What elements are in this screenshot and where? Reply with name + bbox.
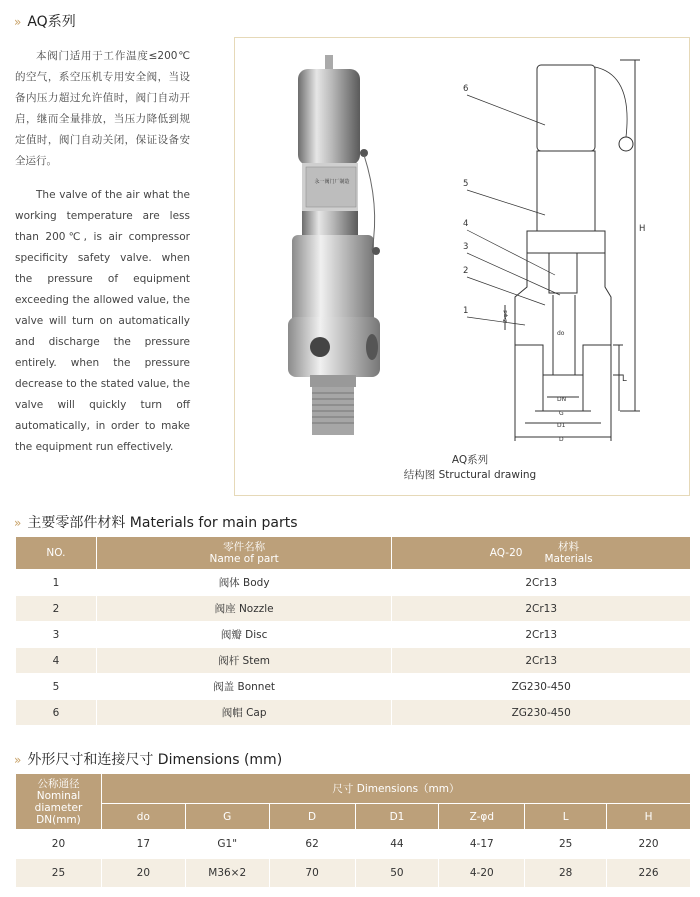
cell-dn: 20 bbox=[16, 830, 102, 859]
table-row bbox=[16, 830, 691, 859]
header-material-en: Materials bbox=[544, 553, 593, 565]
intro-en-text: The valve of the air what the working temperature are less than 200℃, is air compressor specificity safety valve. when the pressure of equipment exceeding the allowed value, the valve will turn on automatically and discharge the pressure entirely. when the pressure decrease to the stated value, the valve will quickly turn off automatically, in order to make the equipment run effectively. bbox=[15, 189, 190, 453]
row-no: 3 bbox=[16, 622, 97, 648]
header-dn-en: Nominal diameter bbox=[34, 789, 83, 814]
cell-d: 62 bbox=[269, 830, 355, 859]
dim-h: H bbox=[639, 224, 646, 234]
cell-l: 28 bbox=[525, 859, 607, 888]
row-material: ZG230-450 bbox=[392, 700, 691, 726]
row-part: 阀座 Nozzle bbox=[96, 596, 392, 622]
cell-h: 220 bbox=[607, 830, 691, 859]
dim-l: L bbox=[622, 374, 627, 384]
intro-en bbox=[15, 185, 190, 458]
figure-caption bbox=[370, 452, 570, 482]
intro-zh bbox=[15, 46, 190, 172]
header-dn-zh: 公称通径 bbox=[37, 777, 80, 790]
series-title: AQ系列 bbox=[27, 14, 76, 30]
row-material: 2Cr13 bbox=[392, 648, 691, 674]
callout-5: 5 bbox=[463, 179, 469, 189]
dimensions-title-text: 外形尺寸和连接尺寸 Dimensions (mm) bbox=[27, 752, 283, 768]
header-d1: D1 bbox=[355, 804, 439, 830]
table-row bbox=[16, 570, 691, 596]
caption-structural: 结构图 Structural drawing bbox=[403, 469, 537, 481]
dimensions-table bbox=[15, 773, 691, 888]
row-part: 阀杆 Stem bbox=[96, 648, 392, 674]
chevron-icon: » bbox=[14, 516, 22, 530]
dim-g: G bbox=[559, 410, 564, 417]
header-g: G bbox=[185, 804, 269, 830]
row-no: 1 bbox=[16, 570, 97, 596]
structural-drawing bbox=[455, 55, 685, 450]
header-part-en: Name of part bbox=[209, 553, 279, 565]
header-dn bbox=[16, 774, 102, 830]
table-row bbox=[16, 700, 691, 726]
header-model: AQ-20 bbox=[489, 547, 523, 559]
table-row bbox=[16, 596, 691, 622]
header-no: NO. bbox=[16, 537, 97, 570]
row-part: 阀体 Body bbox=[96, 570, 392, 596]
valve-photo bbox=[280, 55, 400, 440]
row-no: 2 bbox=[16, 596, 97, 622]
chevron-icon: » bbox=[14, 753, 22, 767]
table-row bbox=[16, 674, 691, 700]
table-row bbox=[16, 622, 691, 648]
header-material bbox=[392, 537, 691, 570]
header-material-zh: 材料 bbox=[558, 541, 580, 553]
page-title bbox=[14, 11, 76, 31]
row-material: 2Cr13 bbox=[392, 596, 691, 622]
table-row bbox=[16, 859, 691, 888]
header-zd: Z-φd bbox=[439, 804, 525, 830]
chevron-icon: » bbox=[14, 15, 22, 29]
header-dn-unit: DN(mm) bbox=[36, 813, 81, 826]
header-l: L bbox=[525, 804, 607, 830]
header-dimensions-group: 尺寸 Dimensions（mm） bbox=[101, 774, 690, 804]
callout-6: 6 bbox=[463, 84, 469, 94]
dim-do: do bbox=[557, 330, 565, 337]
header-part-zh: 零件名称 bbox=[223, 541, 266, 553]
cell-do: 17 bbox=[101, 830, 185, 859]
dimensions-title bbox=[14, 749, 282, 769]
callout-2: 2 bbox=[463, 266, 469, 276]
row-material: 2Cr13 bbox=[392, 570, 691, 596]
header-h: H bbox=[607, 804, 691, 830]
cell-do: 20 bbox=[101, 859, 185, 888]
materials-title-text: 主要零部件材料 Materials for main parts bbox=[27, 515, 298, 531]
cell-dn: 25 bbox=[16, 859, 102, 888]
table-row bbox=[16, 648, 691, 674]
row-material: ZG230-450 bbox=[392, 674, 691, 700]
cell-d1: 44 bbox=[355, 830, 439, 859]
header-d: D bbox=[269, 804, 355, 830]
cell-zd: 4-17 bbox=[439, 830, 525, 859]
caption-series: AQ系列 bbox=[451, 454, 489, 466]
row-part: 阀瓣 Disc bbox=[96, 622, 392, 648]
dim-dn: DN bbox=[557, 396, 567, 403]
dim-d1: D1 bbox=[557, 422, 566, 429]
cell-d1: 50 bbox=[355, 859, 439, 888]
row-no: 5 bbox=[16, 674, 97, 700]
cell-zd: 4-20 bbox=[439, 859, 525, 888]
materials-title bbox=[14, 512, 298, 532]
row-part: 阀盖 Bonnet bbox=[96, 674, 392, 700]
dim-d: D bbox=[559, 436, 564, 443]
row-part: 阀帽 Cap bbox=[96, 700, 392, 726]
materials-table bbox=[15, 536, 691, 726]
row-no: 4 bbox=[16, 648, 97, 674]
intro-zh-text: 本阀门适用于工作温度≤200℃的空气，系空压机专用安全阀，当设备内压力超过允许值时，阀门自动开启，继而全量排放，当压力降低到规定值时，阀门自动关闭，保证设备安全运行。 bbox=[15, 50, 190, 167]
callout-1: 1 bbox=[463, 306, 469, 316]
header-do: do bbox=[101, 804, 185, 830]
cell-d: 70 bbox=[269, 859, 355, 888]
cell-g: M36×2 bbox=[185, 859, 269, 888]
header-part bbox=[96, 537, 392, 570]
cell-l: 25 bbox=[525, 830, 607, 859]
cell-h: 226 bbox=[607, 859, 691, 888]
nameplate-text: 永一阀门厂制造 bbox=[314, 179, 350, 185]
row-material: 2Cr13 bbox=[392, 622, 691, 648]
dim-zd: Z-φd bbox=[503, 310, 509, 323]
cell-g: G1" bbox=[185, 830, 269, 859]
callout-4: 4 bbox=[463, 219, 469, 229]
callout-3: 3 bbox=[463, 242, 469, 252]
row-no: 6 bbox=[16, 700, 97, 726]
